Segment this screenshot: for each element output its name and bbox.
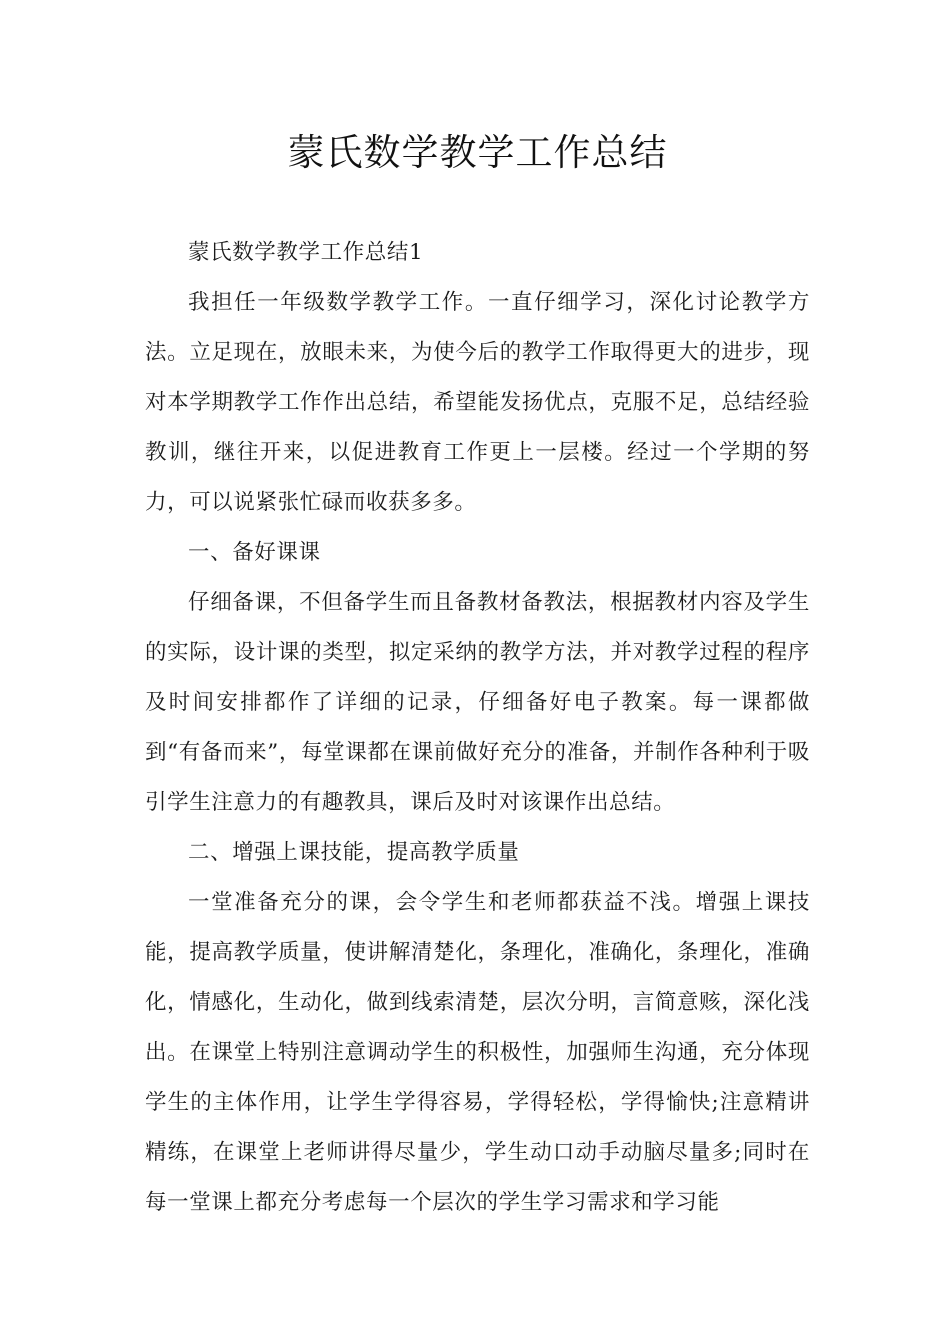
body-paragraph: 我担任一年级数学教学工作。一直仔细学习，深化讨论教学方法。立足现在，放眼未来，为使今后的教学工作取得更大的进步，现对本学期教学工作作出总结，希望能发扬优点，克服不足，总结经验教训，继往开来，以促进教育工作更上一层楼。经过一个学期的努力，可以说紧张忙碌而收获多多。 [145, 290, 810, 515]
document-body [145, 228, 810, 1228]
section-heading: 蒙氏数学教学工作总结1 [188, 240, 424, 265]
document-title: 蒙氏数学教学工作总结 [287, 131, 668, 174]
section-heading: 二、增强上课技能，提高教学质量 [188, 840, 520, 865]
section-heading: 一、备好课课 [188, 540, 321, 565]
body-paragraph: 仔细备课，不但备学生而且备教材备教法，根据教材内容及学生的实际，设计课的类型，拟定采纳的教学方法，并对教学过程的程序及时间安排都作了详细的记录，仔细备好电子教案。每一课都做到“有备而来”，每堂课都在课前做好充分的准备，并制作各种利于吸引学生注意力的有趣教具，课后及时对该课作出总结。 [145, 590, 810, 815]
body-paragraph: 一堂准备充分的课，会令学生和老师都获益不浅。增强上课技能，提高教学质量，使讲解清楚化，条理化，准确化，条理化，准确化，情感化，生动化，做到线索清楚，层次分明，言简意赅，深化浅出。在课堂上特别注意调动学生的积极性，加强师生沟通，充分体现学生的主体作用，让学生学得容易，学得轻松，学得愉快;注意精讲精练，在课堂上老师讲得尽量少，学生动口动手动脑尽量多;同时在每一堂课上都充分考虑每一个层次的学生学习需求和学习能 [145, 890, 810, 1215]
